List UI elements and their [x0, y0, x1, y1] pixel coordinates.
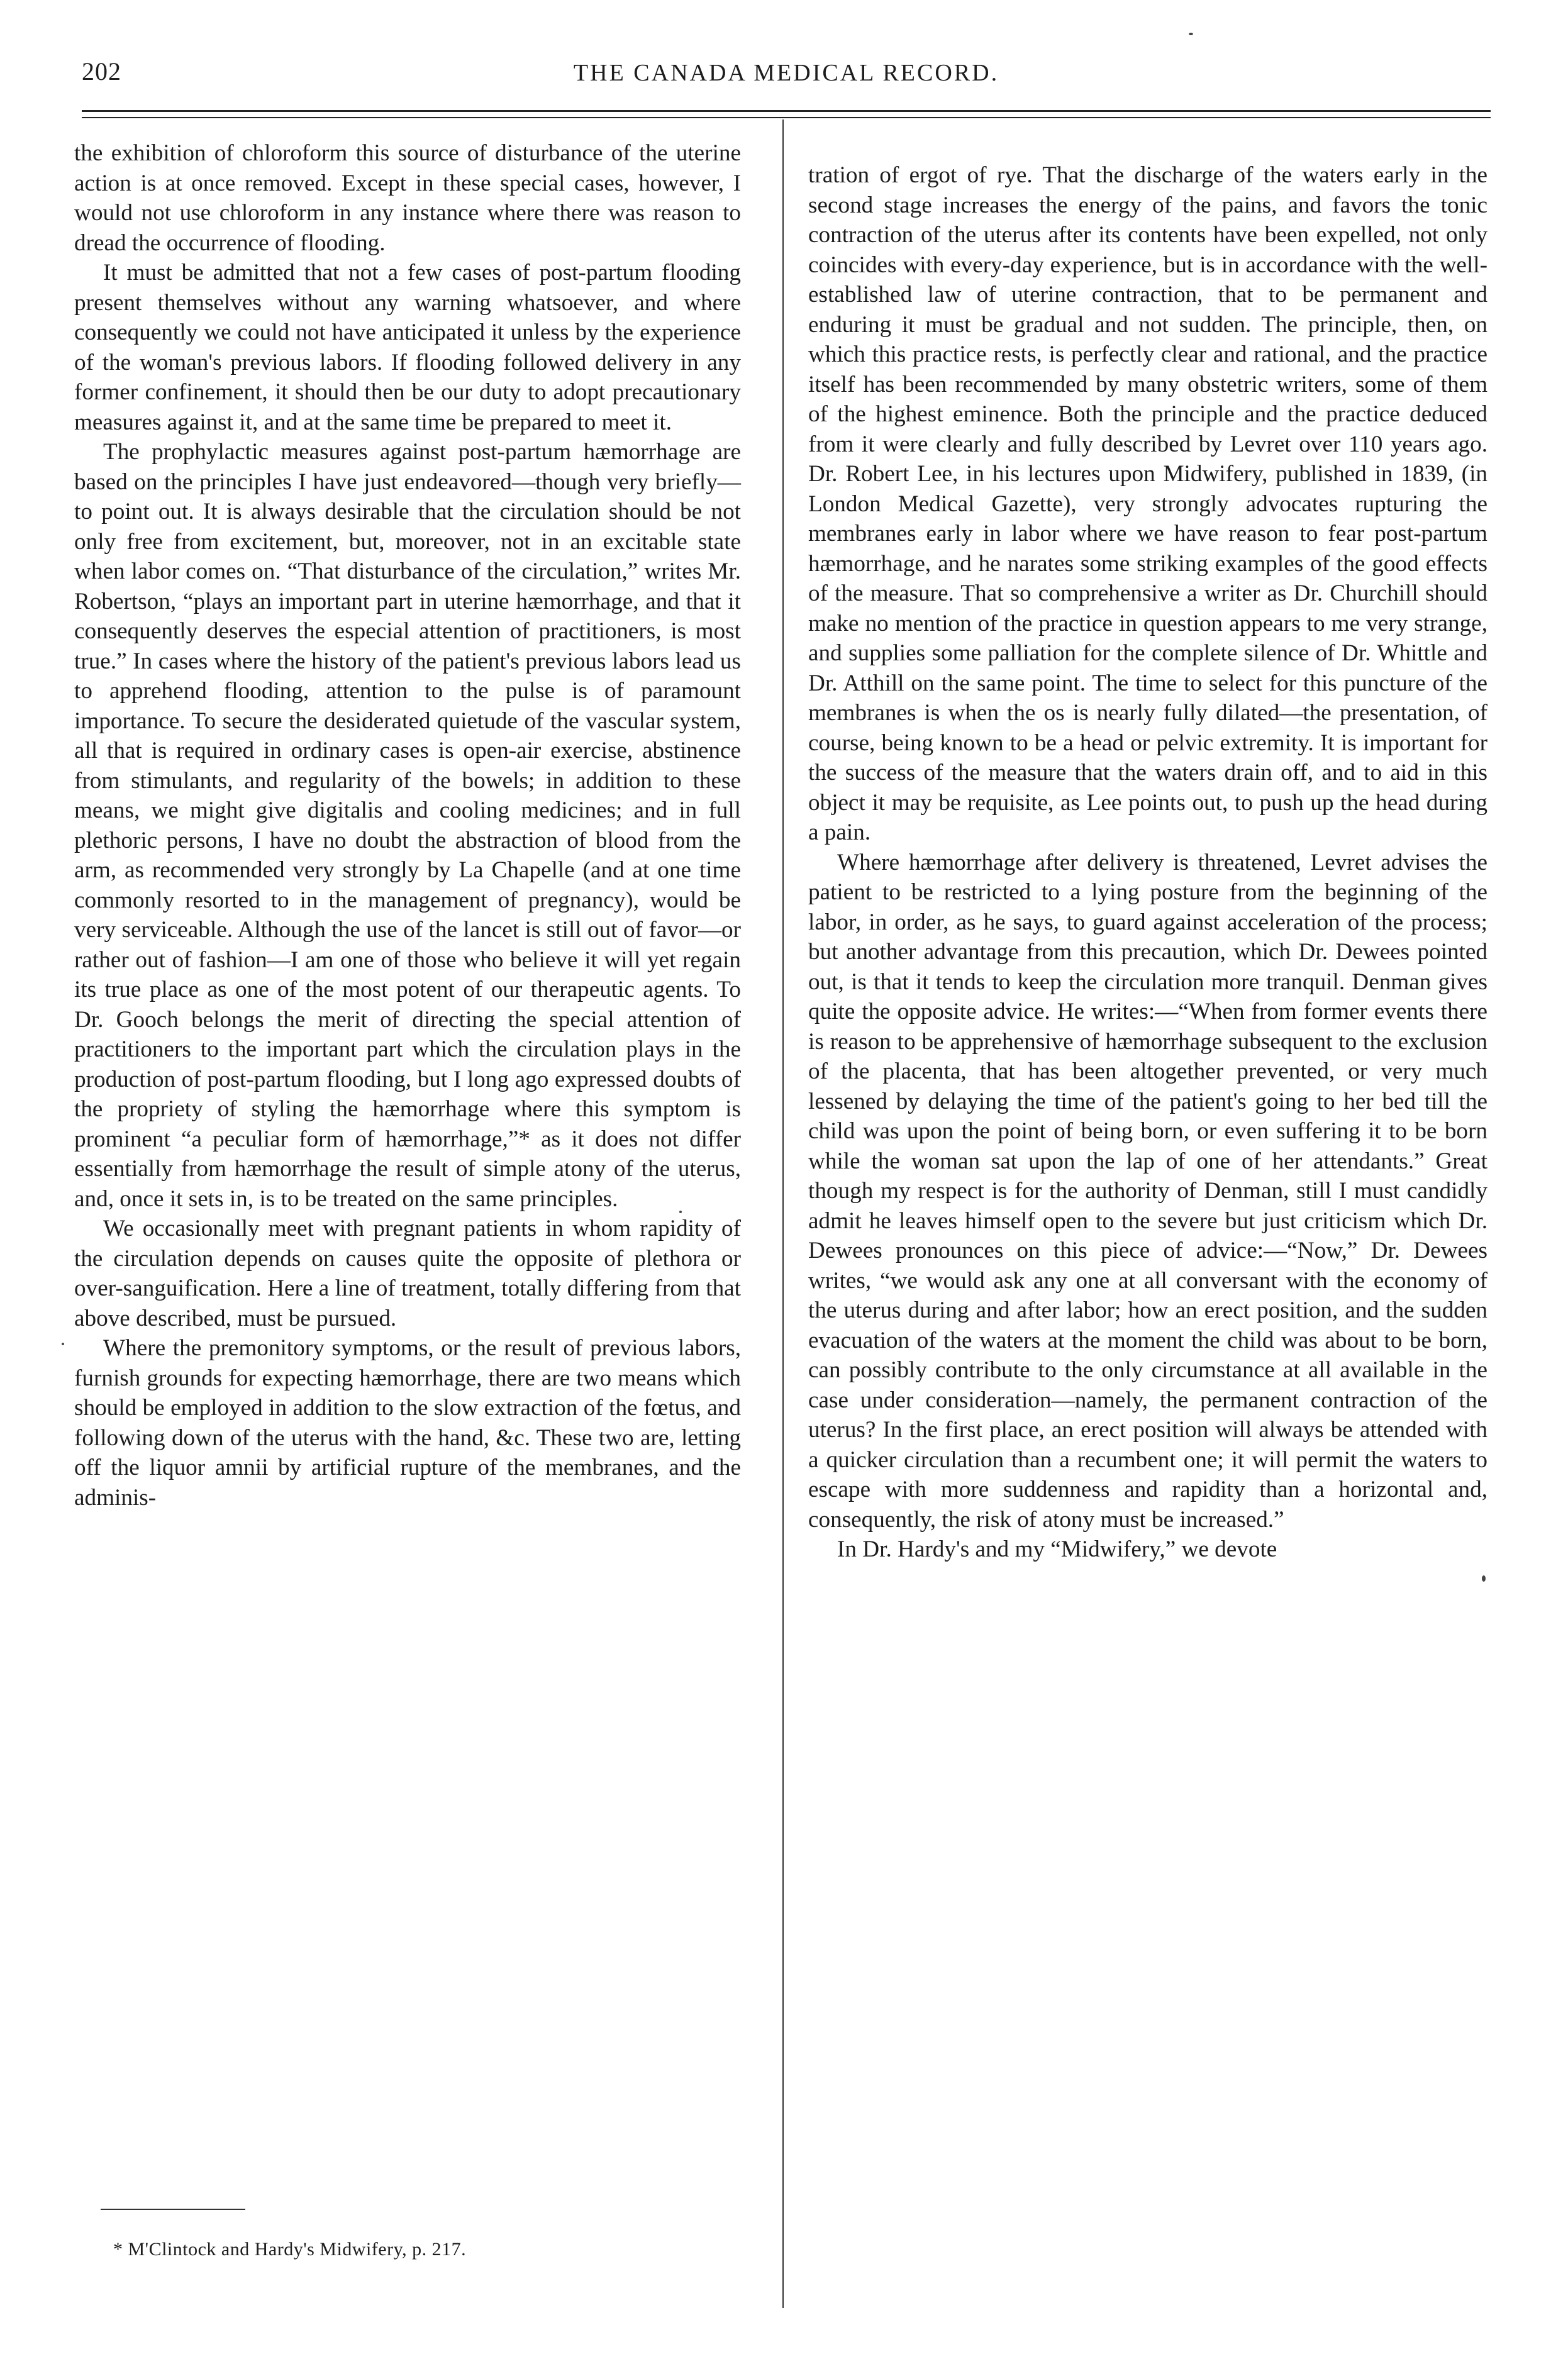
column-divider: [782, 119, 784, 2308]
right-column: [808, 160, 1487, 1565]
footnote-rule: [101, 2209, 245, 2210]
paragraph: In Dr. Hardy's and my “Midwifery,” we devote: [837, 1536, 1277, 1562]
page-header: [82, 57, 1491, 101]
paragraph: We occasionally meet with pregnant patients in whom rapidity of the circulation depends on causes quite the opposite of plethora or over-sanguification. Here a line of treatment, totally differing from that above described, must be pursued.: [74, 1216, 741, 1331]
paragraph: the exhibition of chloroform this source of disturbance of the uterine action is at once removed. Except in these special cases, however, I would not use chloroform in any instance where there was reason to dread the occurrence of flooding.: [74, 140, 741, 256]
footnote: * M'Clintock and Hardy's Midwifery, p. 217.: [113, 2239, 467, 2260]
paragraph: Where hæmorrhage after delivery is threatened, Levret advises the patient to be restricted to a lying posture from the beginning of the labor, in order, as he says, to guard against acceleration of the process; but another advantage from this precaution, which Dr. Dewees pointed out, is that it tends to keep the circulation more tranquil. Denman gives quite the opposite advice. He writes:—“When from former events there is reason to be apprehensive of hæmorrhage subsequent to the exclusion of the placenta, that has been altogether prevented, or very much lessened by delaying the time of the patient's going to her bed till the child was upon the point of being born, or even suffering it to be born while the woman sat upon the lap of one of her attendants.” Great though my respect is for the authority of Denman, still I must candidly admit he leaves himself open to the severe but just criticism which Dr. Dewees pronounces on this piece of advice:—“Now,” Dr. Dewees writes, “we would ask any one at all conversant with the economy of the uterus during and after labor; how an erect position, and the sudden evacuation of the waters at the moment the child was about to be born, can possibly contribute to the only circumstance at all available in the case under consideration—namely, the permanent contraction of the uterus? In the first place, an erect position will always be attended with a quicker circulation than a recumbent one; it will permit the waters to escape with more suddenness and rapidity than a horizontal and, consequently, the risk of atony must be increased.”: [808, 849, 1487, 1533]
print-speck: [1189, 33, 1193, 35]
paragraph: It must be admitted that not a few cases of post-partum flooding present themselves without any warning whatsoever, and where consequently we could not have anticipated it unless by the experience of the woman's previous labors. If flooding followed delivery in any former confinement, it should then be our duty to adopt precautionary measures against it, and at the same time be prepared to meet it.: [74, 260, 741, 435]
running-title: THE CANADA MEDICAL RECORD.: [573, 60, 999, 86]
header-rule: [82, 110, 1491, 112]
print-speck: [679, 1211, 682, 1213]
header-rule-secondary: [82, 117, 1491, 118]
paragraph: Where the premonitory symptoms, or the result of previous labors, furnish grounds for expecting hæmorrhage, there are two means which should be employed in addition to the slow extraction of the fœtus, and following down of the uterus with the hand, &c. These two are, letting off the liquor amnii by artificial rupture of the membranes, and the adminis-: [74, 1335, 741, 1511]
print-speck: [62, 1343, 64, 1345]
print-speck: [1482, 1575, 1486, 1582]
paragraph: The prophylactic measures against post-partum hæmorrhage are based on the principles I have just endeavored—though very briefly—to point out. It is always desirable that the circulation should be not only free from excitement, but, moreover, not in an excitable state when labor comes on. “That disturbance of the circulation,” writes Mr. Robertson, “plays an important part in uterine hæmorrhage, and that it consequently deserves the especial attention of practitioners, is most true.” In cases where the history of the patient's previous labors lead us to apprehend flooding, attention to the pulse is of paramount importance. To secure the desiderated quietude of the vascular system, all that is required in ordinary cases is open-air exercise, abstinence from stimulants, and regularity of the bowels; in addition to these means, we might give digitalis and cooling medicines; and in full plethoric persons, I have no doubt the abstraction of blood from the arm, as recommended very strongly by La Chapelle (and at one time commonly resorted to in the management of pregnancy), would be very serviceable. Although the use of the lancet is still out of favor—or rather out of fashion—I am one of those who believe it will yet regain its true place as one of the most potent of our therapeutic agents. To Dr. Gooch belongs the merit of directing the special attention of practitioners to the important part which the circulation plays in the production of post-partum flooding, but I long ago expressed doubts of the propriety of styling the hæmorrhage where this symptom is prominent “a peculiar form of hæmorrhage,”* as it does not differ essentially from hæmorrhage the result of simple atony of the uterus, and, once it sets in, is to be treated on the same principles.: [74, 439, 741, 1212]
paragraph: tration of ergot of rye. That the discharge of the waters early in the second stage increases the energy of the pains, and favors the tonic contraction of the uterus after its contents have been expelled, not only coincides with every-day experience, but is in accordance with the well-established law of uterine contraction, that to be permanent and enduring it must be gradual and not sudden. The principle, then, on which this practice rests, is perfectly clear and rational, and the practice itself has been recommended by many obstetric writers, some of them of the highest eminence. Both the principle and the practice deduced from it were clearly and fully described by Levret over 110 years ago. Dr. Robert Lee, in his lectures upon Midwifery, published in 1839, (in London Medical Gazette), very strongly advocates rupturing the membranes early in labor where we have reason to fear post-partum hæmorrhage, and he narates some striking examples of the good effects of the measure. That so comprehensive a writer as Dr. Churchill should make no mention of the practice in question appears to me very strange, and supplies some palliation for the complete silence of Dr. Whittle and Dr. Atthill on the same point. The time to select for this puncture of the membranes is when the os is nearly fully dilated—the presentation, of course, being known to be a head or pelvic extremity. It is important for the success of the measure that the waters drain off, and to aid in this object it may be requisite, as Lee points out, to push up the head during a pain.: [808, 162, 1487, 845]
left-column: [74, 138, 741, 1513]
page-number: 202: [82, 57, 121, 86]
